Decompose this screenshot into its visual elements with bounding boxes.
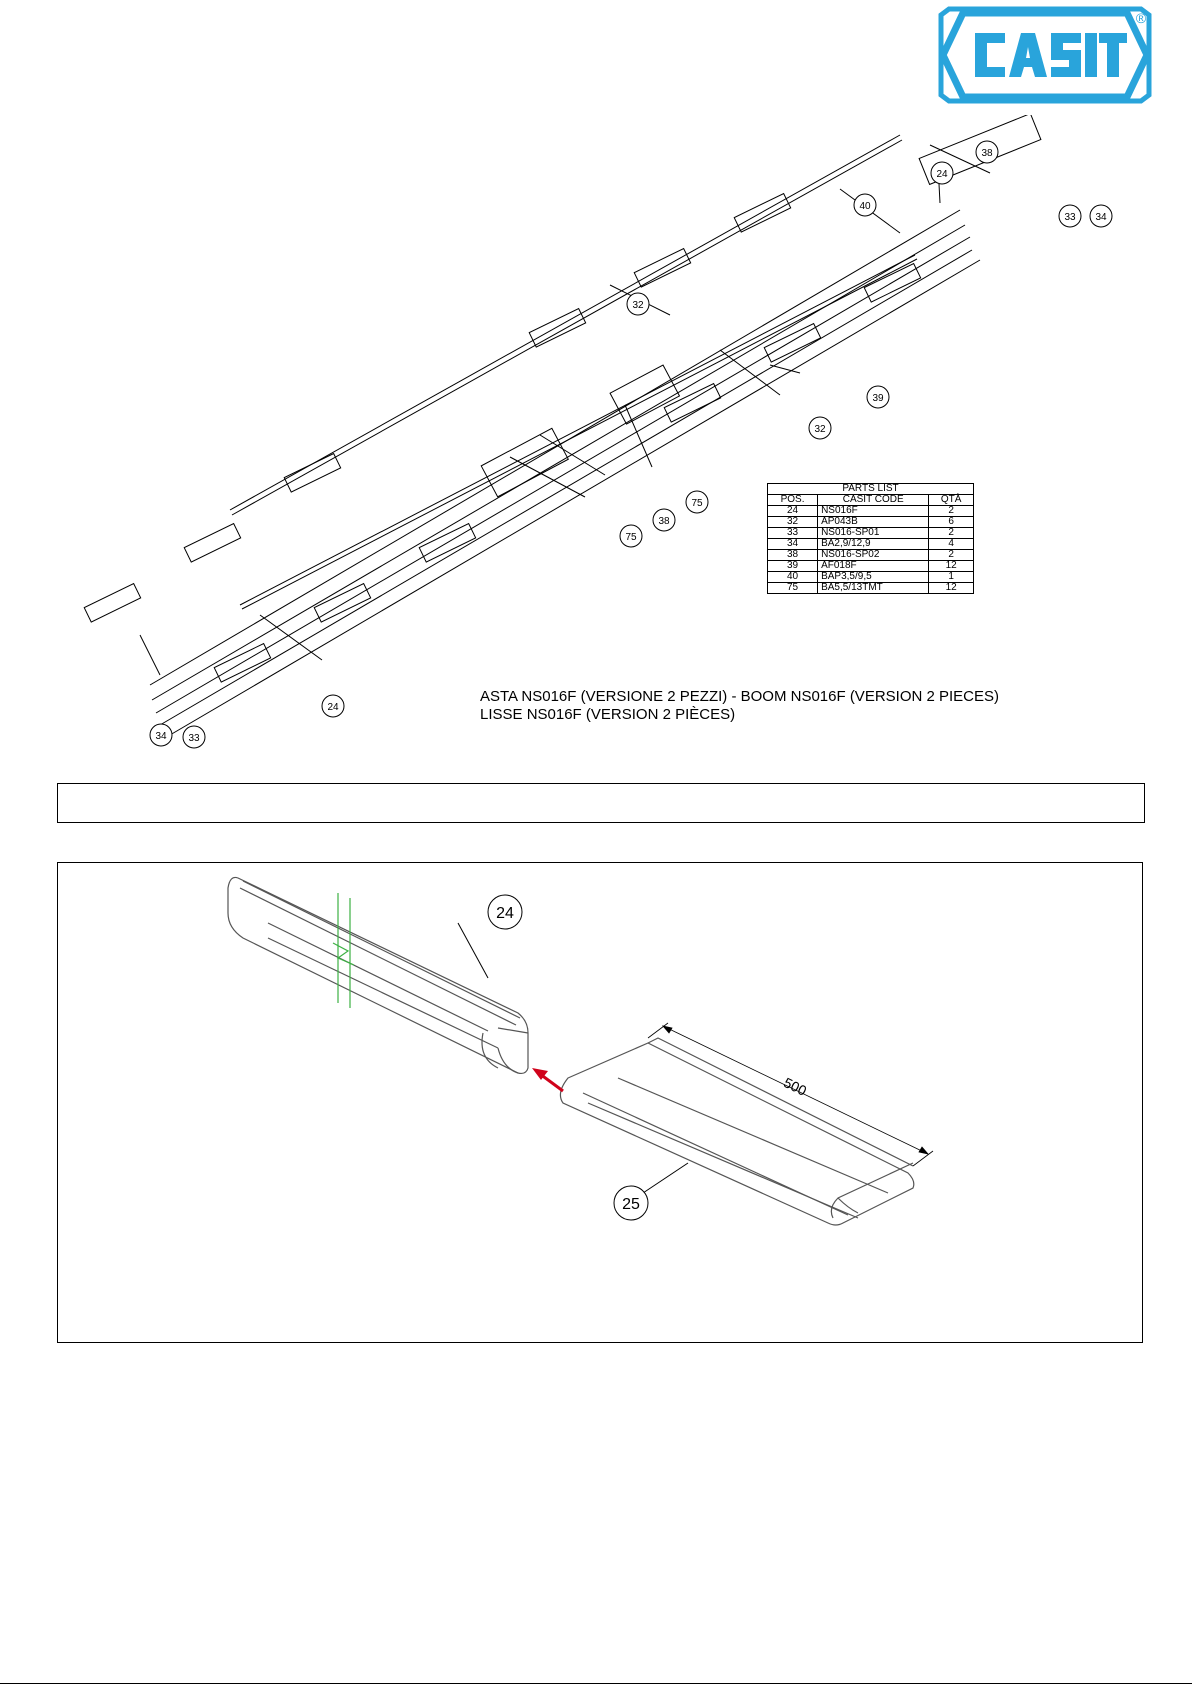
parts-list-title: PARTS LIST <box>768 484 974 495</box>
joint-detail-drawing <box>58 863 1142 1342</box>
dimension-label: 500 <box>781 1074 810 1099</box>
dimension-line <box>648 1023 933 1166</box>
cell-pos: 33 <box>768 528 818 539</box>
assembly-arrow <box>532 1068 563 1091</box>
callout-75-b: 75 <box>625 532 637 543</box>
drawing-caption <box>480 688 999 724</box>
cell-qty: 2 <box>929 550 974 561</box>
callout-39: 39 <box>872 393 884 404</box>
callout-32-b: 32 <box>814 424 826 435</box>
cell-qty: 4 <box>929 539 974 550</box>
parts-list-title-row <box>768 484 974 495</box>
table-row <box>768 561 974 572</box>
note-box <box>57 783 1145 823</box>
cell-qty: 1 <box>929 572 974 583</box>
cell-qty: 2 <box>929 506 974 517</box>
callout-33-b: 33 <box>188 733 200 744</box>
table-row <box>768 550 974 561</box>
parts-list-header-row <box>768 495 974 506</box>
cell-pos: 32 <box>768 517 818 528</box>
cell-pos: 24 <box>768 506 818 517</box>
exploded-boom-drawing <box>60 115 1140 765</box>
cell-code: NS016-SP01 <box>818 528 929 539</box>
detail-frame <box>57 862 1143 1343</box>
cell-qty: 6 <box>929 517 974 528</box>
cell-code: AF018F <box>818 561 929 572</box>
table-row <box>768 539 974 550</box>
callout-24-detail: 24 <box>496 905 514 922</box>
header-pos: POS. <box>768 495 818 506</box>
callout-40: 40 <box>859 201 871 212</box>
callout-33-a: 33 <box>1064 212 1076 223</box>
cell-code: BA5,5/13TMT <box>818 583 929 594</box>
cell-pos: 38 <box>768 550 818 561</box>
callout-34-a: 34 <box>1095 212 1107 223</box>
caption-line-1: ASTA NS016F (VERSIONE 2 PEZZI) - BOOM NS016F (VERSION 2 PIECES) <box>480 688 1000 705</box>
table-row <box>768 506 974 517</box>
cell-pos: 75 <box>768 583 818 594</box>
table-row <box>768 528 974 539</box>
callout-24-a: 24 <box>936 169 948 180</box>
callout-38-a: 38 <box>981 148 993 159</box>
header-qty: QTÀ <box>929 495 974 506</box>
casit-logo <box>935 5 1155 105</box>
cell-qty: 12 <box>929 561 974 572</box>
cell-pos: 40 <box>768 572 818 583</box>
table-row <box>768 583 974 594</box>
cell-code: NS016-SP02 <box>818 550 929 561</box>
table-row <box>768 517 974 528</box>
callout-75-a: 75 <box>691 498 703 509</box>
cell-pos: 39 <box>768 561 818 572</box>
caption-line-2: LISSE NS016F (VERSION 2 PIÈCES) <box>480 706 736 723</box>
header-code: CASIT CODE <box>818 495 929 506</box>
page-bottom-rule <box>0 1683 1192 1684</box>
callout-25-detail: 25 <box>622 1196 640 1213</box>
callout-24-b: 24 <box>327 702 339 713</box>
cell-qty: 12 <box>929 583 974 594</box>
cell-code: AP043B <box>818 517 929 528</box>
cell-pos: 34 <box>768 539 818 550</box>
callout-38-b: 38 <box>658 516 670 527</box>
parts-list-table <box>767 483 974 594</box>
registered-mark: ® <box>1135 10 1147 26</box>
table-row <box>768 572 974 583</box>
callout-34-b: 34 <box>155 731 167 742</box>
cell-code: BA2,9/12,9 <box>818 539 929 550</box>
cell-code: NS016F <box>818 506 929 517</box>
callout-32-a: 32 <box>632 300 644 311</box>
cell-code: BAP3,5/9,5 <box>818 572 929 583</box>
cell-qty: 2 <box>929 528 974 539</box>
